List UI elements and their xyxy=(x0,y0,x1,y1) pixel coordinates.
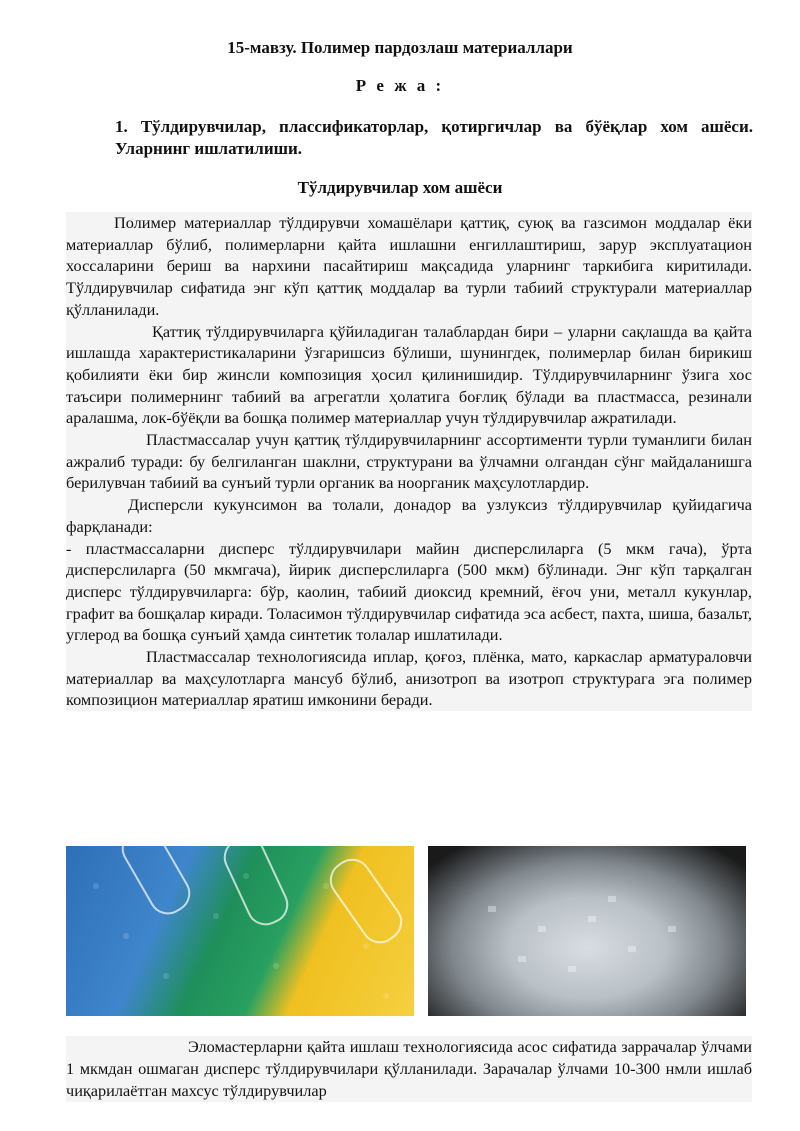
paragraph: Полимер материаллар тўлдирувчи хомашёлари қаттиқ, суюқ ва газсимон моддалар ёки материаллар бўлиб, полимерларни қайта ишлашни енгиллаштириш, зарур эксплуатацион хоссаларини бериш ва нархини пасайтириш мақсадида уларнинг таркибига киритилади. Тўлдирувчилар сифатида энг кўп қаттиқ моддалар ва турли табиий структурали материаллар қўлланилади. xyxy=(66,213,752,319)
plan-heading: Р е ж а : xyxy=(355,76,445,95)
page-title: 15-мавзу. Полимер пардозлаш материаллари xyxy=(227,38,573,57)
paragraph: Дисперсли кукунсимон ва толали, донадор ва узлуксиз тўлдирувчилар қуйидагича фарқланади: xyxy=(66,495,752,536)
clear-granules-image xyxy=(428,846,746,1016)
colored-granules-image xyxy=(66,846,414,1016)
paragraph: Пластмассалар технологиясида иплар, қоғоз, плёнка, мато, каркаслар арматураловчи материаллар ва маҳсулотларга мансуб бўлиб, анизотроп ва изотроп структурага эга полимер композицион материаллар яратиш имконини беради. xyxy=(66,647,752,710)
clear-granules-illustration xyxy=(428,846,746,1016)
paragraph: Пластмассалар учун қаттиқ тўлдирувчиларнинг ассортименти турли туманлиги билан ажралиб туради: бу белгиланган шаклни, структурани ва ўлчамни олгандан сўнг майдаланишга берилувчан табиий ва сунъий турли органик ва ноорганик маҳсулотлардир. xyxy=(66,430,752,493)
section-title: Тўлдирувчилар хом ашёси xyxy=(297,178,503,197)
paragraph: Эломастерларни қайта ишлаш технологиясида асос сифатида заррачалар ўлчами 1 мкмдан ошмаган дисперс тўлдирувчилари қўлланилади. Зарачалар ўлчами 10-300 нмли ишлаб чиқарилаётган махсус тўлдирувчилар xyxy=(66,1037,752,1100)
plan-item: 1. Тўлдирувчилар, плассификаторлар, қотиргичлар ва бўёқлар хом ашёси. Уларнинг ишлатилиши. xyxy=(115,117,753,158)
granules-illustration xyxy=(66,846,414,1016)
body-text xyxy=(66,212,752,711)
paragraph: - пластмассаларни дисперс тўлдирувчилари майин дисперслиларга (5 мкм гача), ўрта дисперслиларга (50 мкмгача), йирик дисперслиларга (500 мкм) бўлинади. Энг кўп тарқалган дисперс тўлдирувчиларга: бўр, каолин, табиий диоксид кремний, ёғоч уни, металл кукунлар, графит ва бошқалар киради. Толасимон тўлдирувчилар сифатида эса асбест, пахта, шиша, базальт, углерод ва бошқа сунъий ҳамда синтетик толалар ишлатилади. xyxy=(66,538,752,645)
figure-row xyxy=(66,846,752,1018)
tail-text xyxy=(66,1036,752,1102)
paragraph: Қаттиқ тўлдирувчиларга қўйиладиган талаблардан бири – уларни сақлашда ва қайта ишлашда характеристикаларини ўзгаришсиз бўлиши, шунингдек, полимерлар билан бирикиш қобилияти ёки бир жинсли композиция ҳосил қилинишидир. Тўлдирувчиларнинг ўзига хос таъсири полимернинг табиий ва агрегатли ҳолатига боғлиқ бўлади ва пластмасса, резинали аралашма, лок-бўёқли ва бошқа полимер материаллар учун тўлдирувчилар ажратилади. xyxy=(66,321,752,428)
